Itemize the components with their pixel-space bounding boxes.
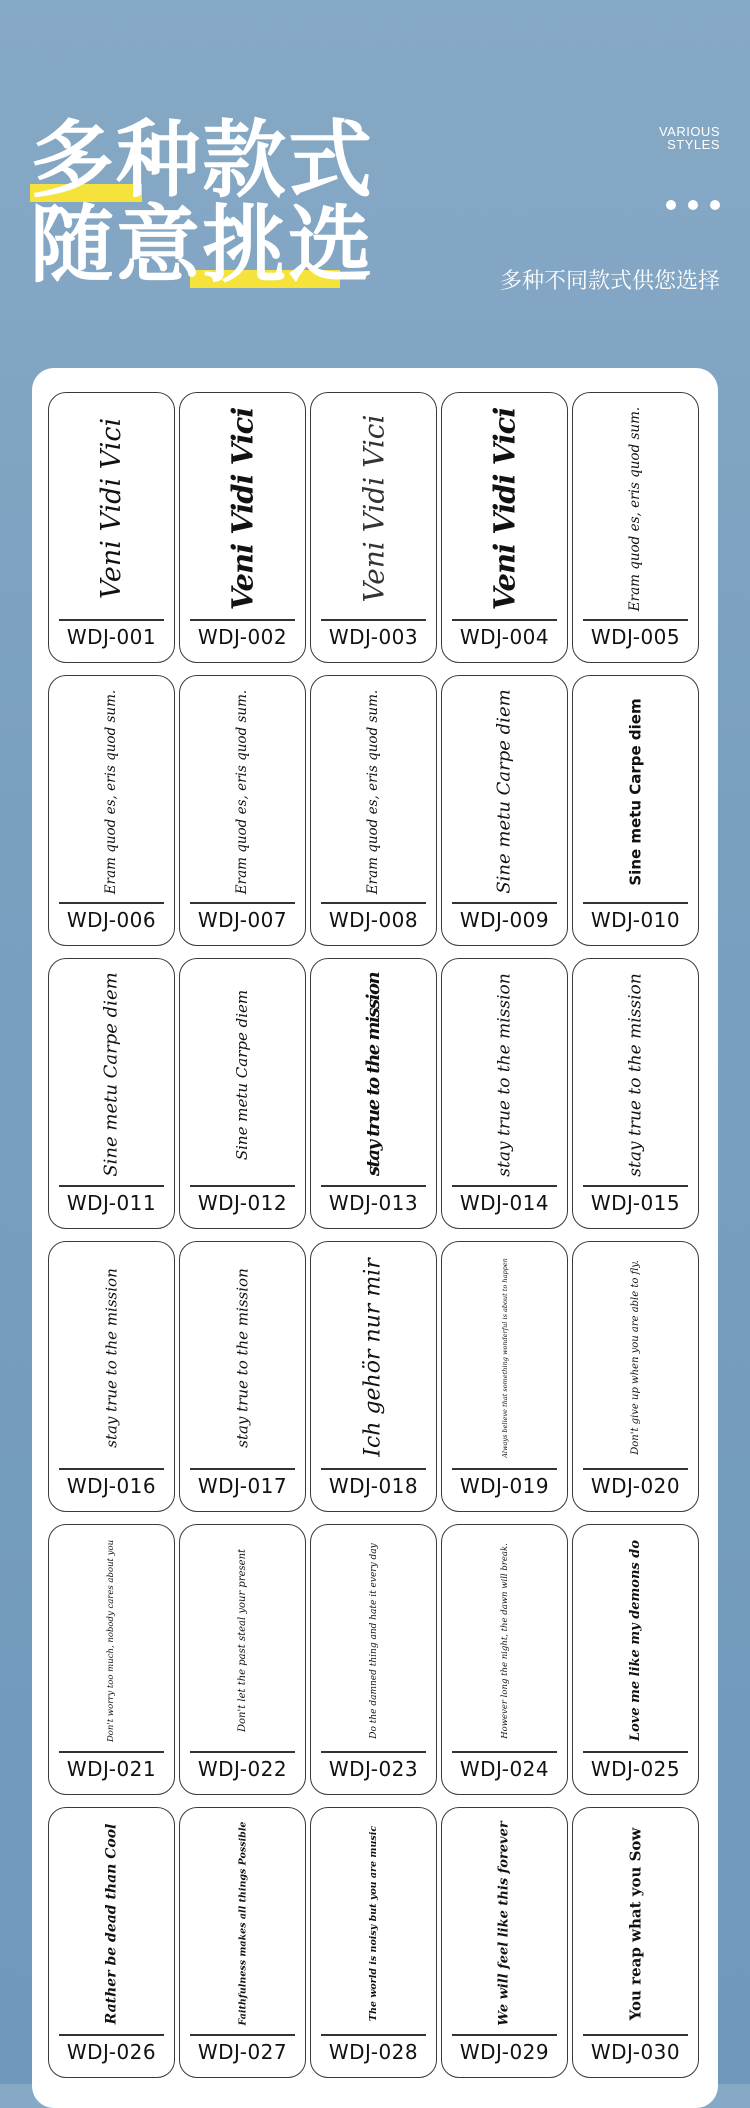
style-code: WDJ-027: [197, 2040, 288, 2064]
style-sample-text: Eram quod es, eris quod sum.: [103, 689, 120, 894]
style-preview: [49, 684, 174, 899]
style-code: WDJ-025: [590, 1757, 681, 1781]
card-divider: [452, 902, 557, 904]
style-sample-text: Always believe that something wonderful is about to happen: [500, 1257, 509, 1458]
style-card[interactable]: [179, 392, 306, 663]
style-card[interactable]: [572, 1524, 699, 1795]
hero-title-line-2: 随意挑选: [30, 196, 375, 294]
style-card[interactable]: [48, 675, 175, 946]
style-card[interactable]: [48, 1807, 175, 2078]
style-code: WDJ-009: [459, 908, 550, 932]
style-preview: [49, 401, 174, 616]
style-preview: [573, 1816, 698, 2031]
card-divider: [321, 619, 426, 621]
style-code: WDJ-019: [459, 1474, 550, 1498]
style-code: WDJ-012: [197, 1191, 288, 1215]
card-divider: [321, 902, 426, 904]
style-sample-text: However long the night, the dawn will break.: [499, 1542, 510, 1739]
card-divider: [583, 2034, 688, 2036]
hero-subtitle: 多种不同款式供您选择: [499, 269, 720, 294]
style-code: WDJ-011: [66, 1191, 157, 1215]
style-card[interactable]: [310, 1807, 437, 2078]
hero-banner: [0, 0, 750, 370]
style-code: WDJ-018: [328, 1474, 419, 1498]
card-divider: [321, 1185, 426, 1187]
card-divider: [190, 619, 295, 621]
style-code: WDJ-016: [66, 1474, 157, 1498]
card-divider: [59, 1468, 164, 1470]
style-preview: [442, 401, 567, 616]
style-sample-text: stay true to the mission: [625, 972, 646, 1177]
hero-title-line-1: 多种款式: [30, 111, 375, 209]
card-divider: [190, 1185, 295, 1187]
style-preview: [311, 1533, 436, 1748]
card-divider: [583, 902, 688, 904]
card-divider: [452, 1751, 557, 1753]
style-sample-text: Veni Vidi Vici: [487, 407, 522, 610]
style-card[interactable]: [310, 1241, 437, 1512]
card-divider: [583, 1751, 688, 1753]
style-card[interactable]: [310, 958, 437, 1229]
card-divider: [321, 1468, 426, 1470]
style-code: WDJ-004: [459, 625, 550, 649]
style-sample-text: Veni Vidi Vici: [357, 414, 390, 603]
style-card[interactable]: [572, 958, 699, 1229]
card-divider: [190, 1751, 295, 1753]
style-preview: [442, 1533, 567, 1748]
card-divider: [583, 619, 688, 621]
style-card[interactable]: [179, 958, 306, 1229]
style-preview: [573, 684, 698, 899]
style-code: WDJ-010: [590, 908, 681, 932]
style-code: WDJ-023: [328, 1757, 419, 1781]
style-preview: [180, 1816, 305, 2031]
style-preview: [180, 401, 305, 616]
style-sample-text: Love me like my demons do: [628, 1539, 644, 1742]
style-preview: [49, 1533, 174, 1748]
style-code: WDJ-006: [66, 908, 157, 932]
style-sample-text: Don't give up when you are able to fly.: [630, 1260, 642, 1455]
style-preview: [311, 967, 436, 1182]
card-divider: [59, 1185, 164, 1187]
style-sample-text: Sine metu Carpe diem: [101, 972, 123, 1177]
style-preview: [180, 1250, 305, 1465]
style-preview: [49, 1250, 174, 1465]
various-styles-tag: VARIOUS STYLES: [658, 124, 720, 152]
style-code: WDJ-021: [66, 1757, 157, 1781]
style-code: WDJ-017: [197, 1474, 288, 1498]
style-preview: [311, 401, 436, 616]
style-sample-text: Ich gehör nur mir: [361, 1258, 386, 1457]
style-card[interactable]: [48, 392, 175, 663]
style-sample-text: stay true to the mission: [102, 1267, 121, 1448]
card-divider: [452, 619, 557, 621]
style-code: WDJ-003: [328, 625, 419, 649]
style-sample-text: Don't let the past steal your present: [237, 1548, 249, 1733]
style-preview: [180, 1533, 305, 1748]
style-code: WDJ-007: [197, 908, 288, 932]
card-divider: [190, 1468, 295, 1470]
style-sample-text: Sine metu Carpe diem: [494, 689, 516, 894]
style-card[interactable]: [48, 958, 175, 1229]
style-code: WDJ-005: [590, 625, 681, 649]
style-code: WDJ-020: [590, 1474, 681, 1498]
style-card[interactable]: [179, 1241, 306, 1512]
style-card[interactable]: [48, 1524, 175, 1795]
style-code: WDJ-029: [459, 2040, 550, 2064]
card-divider: [59, 2034, 164, 2036]
style-card[interactable]: [179, 675, 306, 946]
style-preview: [311, 1816, 436, 2031]
style-card[interactable]: [441, 392, 568, 663]
style-sample-text: Sine metu Carpe diem: [233, 989, 252, 1160]
style-sample-text: Veni Vidi Vici: [96, 417, 127, 600]
style-card[interactable]: [441, 675, 568, 946]
style-preview: [311, 684, 436, 899]
style-code: WDJ-030: [590, 2040, 681, 2064]
style-code: WDJ-008: [328, 908, 419, 932]
style-code: WDJ-024: [459, 1757, 550, 1781]
style-preview: [442, 1250, 567, 1465]
style-code: WDJ-014: [459, 1191, 550, 1215]
style-sample-text: Eram quod es, eris quod sum.: [234, 689, 251, 894]
style-sample-text: Rather be dead than Cool: [103, 1823, 120, 2024]
card-divider: [583, 1468, 688, 1470]
style-code: WDJ-026: [66, 2040, 157, 2064]
card-divider: [452, 2034, 557, 2036]
style-preview: [573, 1533, 698, 1748]
style-preview: [573, 967, 698, 1182]
card-divider: [321, 1751, 426, 1753]
style-preview: [442, 967, 567, 1182]
style-sample-text: Eram quod es, eris quod sum.: [627, 406, 644, 611]
style-sample-text: Faithfulness makes all things Possible: [237, 1821, 249, 2026]
style-card[interactable]: [48, 1241, 175, 1512]
card-divider: [452, 1468, 557, 1470]
style-code: WDJ-028: [328, 2040, 419, 2064]
style-code: WDJ-022: [197, 1757, 288, 1781]
style-card[interactable]: [572, 1807, 699, 2078]
card-divider: [452, 1185, 557, 1187]
style-card[interactable]: [310, 675, 437, 946]
style-card[interactable]: [572, 392, 699, 663]
style-sample-text: stay true to the mission: [233, 1267, 252, 1448]
style-preview: [49, 967, 174, 1182]
style-preview: [180, 967, 305, 1182]
style-code: WDJ-013: [328, 1191, 419, 1215]
style-sample-text: Eram quod es, eris quod sum.: [365, 689, 382, 894]
style-code: WDJ-015: [590, 1191, 681, 1215]
style-preview: [442, 684, 567, 899]
style-card[interactable]: [441, 1524, 568, 1795]
style-sample-text: Veni Vidi Vici: [225, 407, 260, 610]
style-card[interactable]: [179, 1807, 306, 2078]
style-sample-text: We will feel like this forever: [497, 1821, 513, 2026]
card-divider: [59, 1751, 164, 1753]
style-sample-text: The world is noisy but you are music: [368, 1825, 380, 2022]
style-preview: [49, 1816, 174, 2031]
card-divider: [321, 2034, 426, 2036]
styles-grid: [48, 392, 699, 2078]
card-divider: [583, 1185, 688, 1187]
style-card[interactable]: [310, 392, 437, 663]
style-preview: [311, 1250, 436, 1465]
style-card[interactable]: [179, 1524, 306, 1795]
card-divider: [190, 2034, 295, 2036]
style-code: WDJ-002: [197, 625, 288, 649]
style-code: WDJ-001: [66, 625, 157, 649]
style-sample-text: stay true to the mission: [494, 972, 515, 1177]
card-divider: [59, 902, 164, 904]
style-card[interactable]: [441, 1807, 568, 2078]
card-divider: [59, 619, 164, 621]
style-sample-text: Do the damned thing and hate it every day: [368, 1542, 379, 1739]
style-sample-text: Don't worry too much, nobody cares about you: [106, 1539, 117, 1742]
ellipsis-dots-icon: [666, 200, 720, 210]
style-sample-text: Sine metu Carpe diem: [626, 697, 645, 886]
style-card[interactable]: [572, 1241, 699, 1512]
style-card[interactable]: [310, 1524, 437, 1795]
style-preview: [573, 401, 698, 616]
style-sample-text: stay true to the mission: [363, 972, 385, 1177]
style-card[interactable]: [441, 1241, 568, 1512]
style-preview: [180, 684, 305, 899]
style-card[interactable]: [572, 675, 699, 946]
style-card[interactable]: [441, 958, 568, 1229]
style-sample-text: You reap what you Sow: [626, 1827, 645, 2020]
card-divider: [190, 902, 295, 904]
style-preview: [442, 1816, 567, 2031]
style-preview: [573, 1250, 698, 1465]
